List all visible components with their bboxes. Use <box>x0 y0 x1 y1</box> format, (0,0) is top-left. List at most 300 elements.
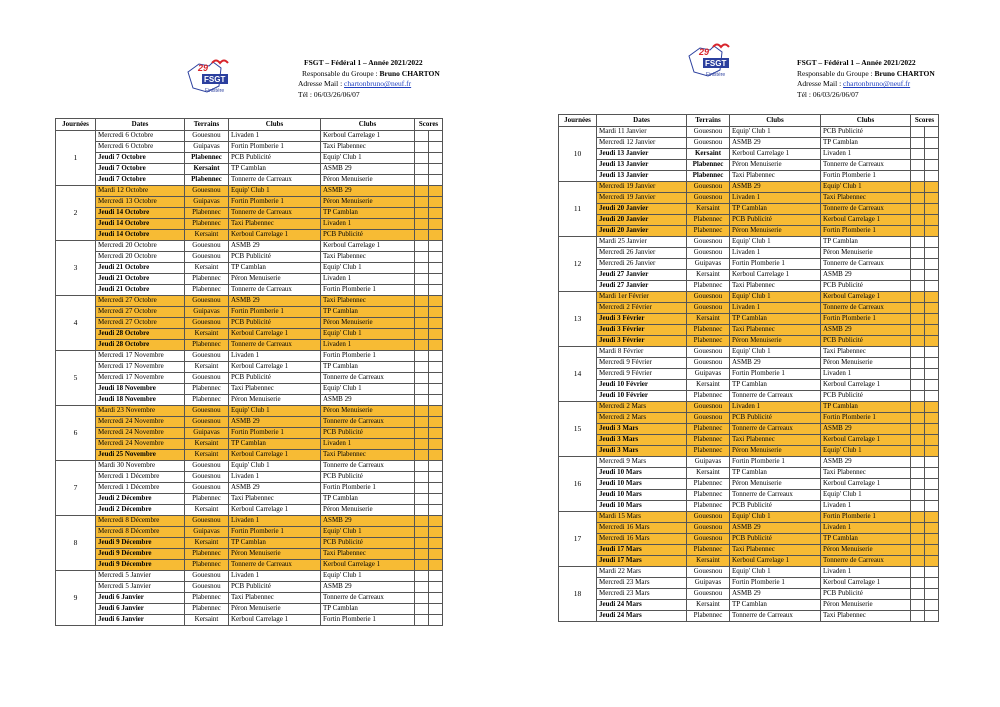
score-cell[interactable] <box>429 428 443 439</box>
club-home: Fortin Plomberie 1 <box>730 457 821 468</box>
match-date: Mercredi 2 Mars <box>597 402 687 413</box>
score-cell[interactable] <box>911 600 925 611</box>
score-cell[interactable] <box>925 171 939 182</box>
club-home: Fortin Plomberie 1 <box>229 428 321 439</box>
score-cell[interactable] <box>429 252 443 263</box>
score-cell[interactable] <box>429 340 443 351</box>
club-away: Equip' Club 1 <box>321 153 415 164</box>
score-cell[interactable] <box>415 417 429 428</box>
score-cell[interactable] <box>925 237 939 248</box>
score-cell[interactable] <box>429 549 443 560</box>
score-cell[interactable] <box>429 329 443 340</box>
score-cell[interactable] <box>415 384 429 395</box>
score-cell[interactable] <box>415 549 429 560</box>
club-home: PCB Publicité <box>730 413 821 424</box>
score-cell[interactable] <box>415 571 429 582</box>
match-terrain: Plabennec <box>687 424 730 435</box>
col-clubs-away: Clubs <box>821 115 911 127</box>
score-cell[interactable] <box>429 417 443 428</box>
score-cell[interactable] <box>415 494 429 505</box>
score-cell[interactable] <box>429 153 443 164</box>
score-cell[interactable] <box>925 193 939 204</box>
match-date: Mercredi 6 Octobre <box>96 142 185 153</box>
header-row <box>559 115 939 127</box>
score-cell[interactable] <box>429 527 443 538</box>
match-row <box>559 391 939 402</box>
club-away: Livaden 1 <box>321 439 415 450</box>
club-away: ASMB 29 <box>321 582 415 593</box>
club-home: TP Camblan <box>730 600 821 611</box>
club-away: Kerboul Carrelage 1 <box>321 241 415 252</box>
score-cell[interactable] <box>911 424 925 435</box>
score-cell[interactable] <box>415 296 429 307</box>
match-terrain: Gouesnou <box>185 582 229 593</box>
score-cell[interactable] <box>925 578 939 589</box>
score-cell[interactable] <box>911 358 925 369</box>
score-cell[interactable] <box>415 164 429 175</box>
score-cell[interactable] <box>429 285 443 296</box>
score-cell[interactable] <box>925 358 939 369</box>
club-away: Taxi Plabennec <box>821 193 911 204</box>
match-terrain: Plabennec <box>687 160 730 171</box>
score-cell[interactable] <box>415 307 429 318</box>
club-away: PCB Publicité <box>321 472 415 483</box>
score-cell[interactable] <box>925 435 939 446</box>
score-cell[interactable] <box>429 604 443 615</box>
match-row <box>559 237 939 248</box>
match-terrain: Gouesnou <box>687 193 730 204</box>
match-terrain: Guipavas <box>687 259 730 270</box>
club-away: TP Camblan <box>321 307 415 318</box>
club-home: Equip' Club 1 <box>730 292 821 303</box>
score-cell[interactable] <box>429 296 443 307</box>
match-row <box>56 175 443 186</box>
score-cell[interactable] <box>925 501 939 512</box>
score-cell[interactable] <box>925 380 939 391</box>
club-home: TP Camblan <box>229 538 321 549</box>
club-home: PCB Publicité <box>730 501 821 512</box>
journee-number: 15 <box>559 402 597 457</box>
score-cell[interactable] <box>911 182 925 193</box>
club-away: ASMB 29 <box>821 270 911 281</box>
col-clubs-home: Clubs <box>730 115 821 127</box>
score-cell[interactable] <box>415 461 429 472</box>
score-cell[interactable] <box>415 516 429 527</box>
score-cell[interactable] <box>925 490 939 501</box>
match-row <box>56 186 443 197</box>
match-row <box>559 160 939 171</box>
score-cell[interactable] <box>429 450 443 461</box>
score-cell[interactable] <box>415 208 429 219</box>
col-journees: Journées <box>559 115 597 127</box>
match-row <box>559 226 939 237</box>
header-left <box>298 58 440 100</box>
score-cell[interactable] <box>925 314 939 325</box>
score-cell[interactable] <box>911 347 925 358</box>
score-cell[interactable] <box>415 285 429 296</box>
mail-link[interactable]: chartonbruno@neuf.fr <box>843 79 911 88</box>
club-away: Equip' Club 1 <box>821 490 911 501</box>
club-home: Livaden 1 <box>229 131 321 142</box>
match-row <box>559 545 939 556</box>
score-cell[interactable] <box>415 527 429 538</box>
club-away: Tonnerre de Carreaux <box>321 461 415 472</box>
score-cell[interactable] <box>415 241 429 252</box>
score-cell[interactable] <box>911 534 925 545</box>
score-cell[interactable] <box>429 131 443 142</box>
club-away: ASMB 29 <box>821 457 911 468</box>
match-terrain: Plabennec <box>185 208 229 219</box>
score-cell[interactable] <box>429 142 443 153</box>
score-cell[interactable] <box>911 369 925 380</box>
score-cell[interactable] <box>415 428 429 439</box>
match-terrain: Plabennec <box>687 501 730 512</box>
score-cell[interactable] <box>925 600 939 611</box>
match-row <box>56 252 443 263</box>
svg-text:FSGT: FSGT <box>705 59 727 68</box>
match-date: Mercredi 16 Mars <box>597 523 687 534</box>
score-cell[interactable] <box>925 589 939 600</box>
match-row <box>56 197 443 208</box>
score-cell[interactable] <box>415 263 429 274</box>
score-cell[interactable] <box>911 336 925 347</box>
score-cell[interactable] <box>429 615 443 626</box>
score-cell[interactable] <box>911 545 925 556</box>
score-cell[interactable] <box>429 164 443 175</box>
score-cell[interactable] <box>429 582 443 593</box>
score-cell[interactable] <box>925 534 939 545</box>
score-cell[interactable] <box>415 351 429 362</box>
match-terrain: Gouesnou <box>687 127 730 138</box>
match-row <box>56 362 443 373</box>
score-cell[interactable] <box>925 292 939 303</box>
score-cell[interactable] <box>429 384 443 395</box>
score-cell[interactable] <box>911 512 925 523</box>
score-cell[interactable] <box>911 292 925 303</box>
score-cell[interactable] <box>925 182 939 193</box>
match-date: Mardi 22 Mars <box>597 567 687 578</box>
responsable-label: Responsable du Groupe : <box>302 68 380 78</box>
score-cell[interactable] <box>415 373 429 384</box>
score-cell[interactable] <box>429 538 443 549</box>
match-row <box>56 351 443 362</box>
match-row <box>56 307 443 318</box>
score-cell[interactable] <box>415 230 429 241</box>
score-cell[interactable] <box>911 215 925 226</box>
fsgt-logo-right <box>686 40 742 82</box>
score-cell[interactable] <box>429 175 443 186</box>
score-cell[interactable] <box>429 439 443 450</box>
score-cell[interactable] <box>415 197 429 208</box>
club-away: Kerboul Carrelage 1 <box>821 435 911 446</box>
match-row <box>559 138 939 149</box>
club-away: ASMB 29 <box>321 186 415 197</box>
score-cell[interactable] <box>911 248 925 259</box>
score-cell[interactable] <box>415 582 429 593</box>
score-cell[interactable] <box>429 241 443 252</box>
match-date: Jeudi 17 Mars <box>597 556 687 567</box>
score-cell[interactable] <box>429 351 443 362</box>
score-cell[interactable] <box>429 307 443 318</box>
score-cell[interactable] <box>911 325 925 336</box>
score-cell[interactable] <box>911 193 925 204</box>
score-cell[interactable] <box>925 402 939 413</box>
score-cell[interactable] <box>415 175 429 186</box>
score-cell[interactable] <box>415 252 429 263</box>
score-cell[interactable] <box>415 340 429 351</box>
club-away: ASMB 29 <box>321 395 415 406</box>
match-terrain: Guipavas <box>185 527 229 538</box>
match-row <box>56 571 443 582</box>
match-row <box>56 549 443 560</box>
match-terrain: Gouesnou <box>185 131 229 142</box>
score-cell[interactable] <box>429 318 443 329</box>
score-cell[interactable] <box>925 611 939 622</box>
match-terrain: Plabennec <box>185 494 229 505</box>
score-cell[interactable] <box>415 219 429 230</box>
club-home: ASMB 29 <box>229 241 321 252</box>
match-terrain: Gouesnou <box>687 534 730 545</box>
club-home: Péron Menuiserie <box>730 226 821 237</box>
score-cell[interactable] <box>429 483 443 494</box>
match-date: Jeudi 7 Octobre <box>96 175 185 186</box>
score-cell[interactable] <box>415 505 429 516</box>
score-cell[interactable] <box>911 413 925 424</box>
score-cell[interactable] <box>429 230 443 241</box>
match-date: Mercredi 9 Mars <box>597 457 687 468</box>
score-cell[interactable] <box>429 274 443 285</box>
score-cell[interactable] <box>911 435 925 446</box>
score-cell[interactable] <box>925 468 939 479</box>
match-terrain: Kersaint <box>687 600 730 611</box>
score-cell[interactable] <box>429 263 443 274</box>
score-cell[interactable] <box>925 215 939 226</box>
score-cell[interactable] <box>415 274 429 285</box>
score-cell[interactable] <box>415 318 429 329</box>
match-terrain: Gouesnou <box>185 373 229 384</box>
club-home: TP Camblan <box>229 164 321 175</box>
score-cell[interactable] <box>415 604 429 615</box>
score-cell[interactable] <box>429 406 443 417</box>
score-cell[interactable] <box>911 446 925 457</box>
score-cell[interactable] <box>429 505 443 516</box>
score-cell[interactable] <box>911 501 925 512</box>
score-cell[interactable] <box>415 142 429 153</box>
score-cell[interactable] <box>925 303 939 314</box>
score-cell[interactable] <box>429 461 443 472</box>
score-cell[interactable] <box>429 395 443 406</box>
score-cell[interactable] <box>415 450 429 461</box>
club-home: Taxi Plabennec <box>229 593 321 604</box>
score-cell[interactable] <box>925 138 939 149</box>
score-cell[interactable] <box>911 237 925 248</box>
score-cell[interactable] <box>925 248 939 259</box>
score-cell[interactable] <box>911 567 925 578</box>
score-cell[interactable] <box>415 439 429 450</box>
match-date: Mercredi 26 Janvier <box>597 259 687 270</box>
score-cell[interactable] <box>429 373 443 384</box>
score-cell[interactable] <box>415 593 429 604</box>
score-cell[interactable] <box>911 380 925 391</box>
score-cell[interactable] <box>925 479 939 490</box>
score-cell[interactable] <box>911 457 925 468</box>
club-away: Tonnerre de Carreaux <box>321 593 415 604</box>
club-away: Livaden 1 <box>321 274 415 285</box>
score-cell[interactable] <box>415 362 429 373</box>
score-cell[interactable] <box>911 303 925 314</box>
match-date: Jeudi 10 Mars <box>597 479 687 490</box>
match-row <box>56 461 443 472</box>
score-cell[interactable] <box>415 615 429 626</box>
club-away: Tonnerre de Carreaux <box>821 160 911 171</box>
score-cell[interactable] <box>429 362 443 373</box>
responsable-name: Bruno CHARTON <box>874 68 935 78</box>
match-row <box>56 373 443 384</box>
score-cell[interactable] <box>429 560 443 571</box>
score-cell[interactable] <box>911 138 925 149</box>
score-cell[interactable] <box>911 468 925 479</box>
score-cell[interactable] <box>911 226 925 237</box>
match-terrain: Kersaint <box>687 204 730 215</box>
club-home: Tonnerre de Carreaux <box>730 611 821 622</box>
score-cell[interactable] <box>415 406 429 417</box>
score-cell[interactable] <box>911 556 925 567</box>
score-cell[interactable] <box>429 516 443 527</box>
match-terrain: Plabennec <box>185 549 229 560</box>
score-cell[interactable] <box>925 347 939 358</box>
club-home: Péron Menuiserie <box>730 160 821 171</box>
match-row <box>559 589 939 600</box>
match-row <box>56 153 443 164</box>
match-date: Jeudi 3 Mars <box>597 435 687 446</box>
match-terrain: Kersaint <box>185 164 229 175</box>
match-terrain: Gouesnou <box>185 472 229 483</box>
score-cell[interactable] <box>911 204 925 215</box>
score-cell[interactable] <box>925 259 939 270</box>
match-date: Jeudi 18 Novembre <box>96 395 185 406</box>
match-row <box>559 435 939 446</box>
club-home: Kerboul Carrelage 1 <box>730 149 821 160</box>
club-home: TP Camblan <box>229 263 321 274</box>
club-home: Equip' Club 1 <box>730 127 821 138</box>
score-cell[interactable] <box>415 329 429 340</box>
club-home: Fortin Plomberie 1 <box>730 578 821 589</box>
match-date: Mercredi 6 Octobre <box>96 131 185 142</box>
score-cell[interactable] <box>911 490 925 501</box>
score-cell[interactable] <box>911 171 925 182</box>
score-cell[interactable] <box>925 523 939 534</box>
score-cell[interactable] <box>925 325 939 336</box>
club-away: PCB Publicité <box>821 336 911 347</box>
match-date: Jeudi 7 Octobre <box>96 153 185 164</box>
score-cell[interactable] <box>429 208 443 219</box>
score-cell[interactable] <box>415 483 429 494</box>
col-scores: Scores <box>911 115 939 127</box>
score-cell[interactable] <box>429 571 443 582</box>
score-cell[interactable] <box>925 336 939 347</box>
score-cell[interactable] <box>415 395 429 406</box>
match-date: Jeudi 10 Mars <box>597 490 687 501</box>
match-date: Jeudi 27 Janvier <box>597 281 687 292</box>
match-date: Mardi 25 Janvier <box>597 237 687 248</box>
club-away: Taxi Plabennec <box>321 450 415 461</box>
score-cell[interactable] <box>925 127 939 138</box>
score-cell[interactable] <box>925 149 939 160</box>
match-date: Jeudi 13 Janvier <box>597 160 687 171</box>
score-cell[interactable] <box>911 589 925 600</box>
score-cell[interactable] <box>911 402 925 413</box>
score-cell[interactable] <box>911 127 925 138</box>
club-home: Fortin Plomberie 1 <box>730 259 821 270</box>
score-cell[interactable] <box>925 424 939 435</box>
score-cell[interactable] <box>925 369 939 380</box>
score-cell[interactable] <box>415 538 429 549</box>
match-row <box>56 428 443 439</box>
score-cell[interactable] <box>925 391 939 402</box>
score-cell[interactable] <box>911 281 925 292</box>
match-terrain: Gouesnou <box>185 406 229 417</box>
match-terrain: Plabennec <box>185 153 229 164</box>
score-cell[interactable] <box>911 160 925 171</box>
mail-link[interactable]: chartonbruno@neuf.fr <box>344 79 412 88</box>
score-cell[interactable] <box>925 457 939 468</box>
score-cell[interactable] <box>911 270 925 281</box>
club-away: TP Camblan <box>821 138 911 149</box>
score-cell[interactable] <box>925 204 939 215</box>
score-cell[interactable] <box>925 160 939 171</box>
score-cell[interactable] <box>911 149 925 160</box>
score-cell[interactable] <box>429 197 443 208</box>
score-cell[interactable] <box>925 413 939 424</box>
score-cell[interactable] <box>415 560 429 571</box>
score-cell[interactable] <box>911 391 925 402</box>
club-home: TP Camblan <box>229 439 321 450</box>
score-cell[interactable] <box>429 186 443 197</box>
match-row <box>559 314 939 325</box>
score-cell[interactable] <box>925 281 939 292</box>
club-home: TP Camblan <box>730 204 821 215</box>
match-date: Jeudi 21 Octobre <box>96 285 185 296</box>
score-cell[interactable] <box>925 270 939 281</box>
score-cell[interactable] <box>911 578 925 589</box>
score-cell[interactable] <box>925 556 939 567</box>
score-cell[interactable] <box>925 545 939 556</box>
score-cell[interactable] <box>925 512 939 523</box>
match-row <box>56 615 443 626</box>
match-date: Mercredi 23 Mars <box>597 589 687 600</box>
score-cell[interactable] <box>911 479 925 490</box>
match-date: Mercredi 1 Décembre <box>96 472 185 483</box>
score-cell[interactable] <box>911 259 925 270</box>
score-cell[interactable] <box>415 131 429 142</box>
score-cell[interactable] <box>429 494 443 505</box>
score-cell[interactable] <box>925 226 939 237</box>
score-cell[interactable] <box>911 523 925 534</box>
club-home: ASMB 29 <box>730 358 821 369</box>
match-terrain: Gouesnou <box>687 512 730 523</box>
score-cell[interactable] <box>429 472 443 483</box>
svg-text:29: 29 <box>198 63 209 73</box>
score-cell[interactable] <box>415 186 429 197</box>
score-cell[interactable] <box>911 314 925 325</box>
score-cell[interactable] <box>415 472 429 483</box>
score-cell[interactable] <box>415 153 429 164</box>
score-cell[interactable] <box>429 593 443 604</box>
score-cell[interactable] <box>429 219 443 230</box>
score-cell[interactable] <box>925 567 939 578</box>
score-cell[interactable] <box>925 446 939 457</box>
score-cell[interactable] <box>911 611 925 622</box>
